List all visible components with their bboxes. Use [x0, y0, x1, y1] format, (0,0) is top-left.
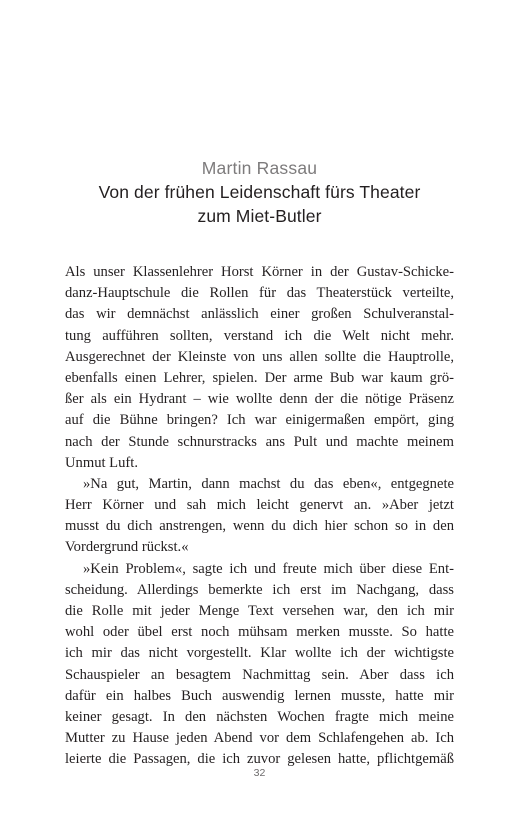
text-line: wohl oder übel erst noch mühsam merken musste. So hatte	[65, 624, 454, 641]
text-line: Unmut Luft.	[65, 454, 138, 471]
text-line: keiner gesagt. In den nächsten Wochen fragte mich meine	[65, 708, 454, 725]
chapter-title-line-1: Von der frühen Leidenschaft fürs Theater	[98, 182, 421, 202]
text-line: auf die Bühne bringen? Ich war einigermaßen empört, ging	[65, 412, 454, 429]
text-line: »Kein Problem«, sagte ich und freute mich über diese Ent-	[83, 560, 454, 577]
text-line: dafür ein halbes Buch auswendig lernen musste, hatte mir	[65, 687, 454, 704]
chapter-author: Martin Rassau	[201, 158, 318, 178]
text-line: nach der Stunde schnurstracks ans Pult und machte meinem	[65, 433, 454, 450]
text-line: danz-Hauptschule die Rollen für das Theaterstück verteilte,	[65, 285, 454, 302]
text-line: Vordergrund rückst.«	[65, 539, 189, 556]
text-line: scheidung. Allerdings bemerkte ich erst im Nachgang, dass	[65, 581, 454, 598]
text-line: Herr Körner und sah mich leicht genervt an. »Aber jetzt	[65, 497, 454, 514]
text-line: Schauspieler an besagtem Nachmittag sein. Aber dass ich	[65, 666, 454, 683]
text-line: »Na gut, Martin, dann machst du das eben«, entgegnete	[83, 475, 454, 492]
text-line: tung aufführen sollten, verstand ich die Welt nicht mehr.	[65, 327, 454, 344]
text-line: ßer als ein Hydrant – wie wollte denn der die nötige Präsenz	[65, 391, 454, 408]
body-text	[65, 262, 454, 771]
text-line: ich mir das nicht vorgestellt. Klar wollte ich der wichtigste	[65, 645, 454, 662]
text-line: Als unser Klassenlehrer Horst Körner in der Gustav-Schicke-	[65, 264, 454, 280]
text-line: Ausgerechnet der Kleinste von uns allen sollte die Hauptrolle,	[65, 348, 454, 365]
text-line: ebenfalls einen Lehrer, spielen. Der arme Bub war kaum grö-	[65, 369, 454, 386]
chapter-title-line-2: zum Miet-Butler	[197, 206, 322, 226]
text-line: die Rolle mit jeder Menge Text versehen war, den ich mir	[65, 603, 454, 619]
text-line: das wir demnächst anlässlich einer großen Schulveranstal-	[65, 306, 454, 323]
text-line: leierte die Passagen, die ich zuvor gelesen hatte, pflichtgemäß	[65, 751, 454, 768]
text-line: musst du dich anstrengen, wenn du dich hier schon so in den	[65, 518, 454, 535]
chapter-heading	[0, 156, 519, 228]
text-line: Mutter zu Hause jeden Abend vor dem Schlafengehen ab. Ich	[65, 730, 454, 747]
page-number: 32	[253, 767, 266, 779]
